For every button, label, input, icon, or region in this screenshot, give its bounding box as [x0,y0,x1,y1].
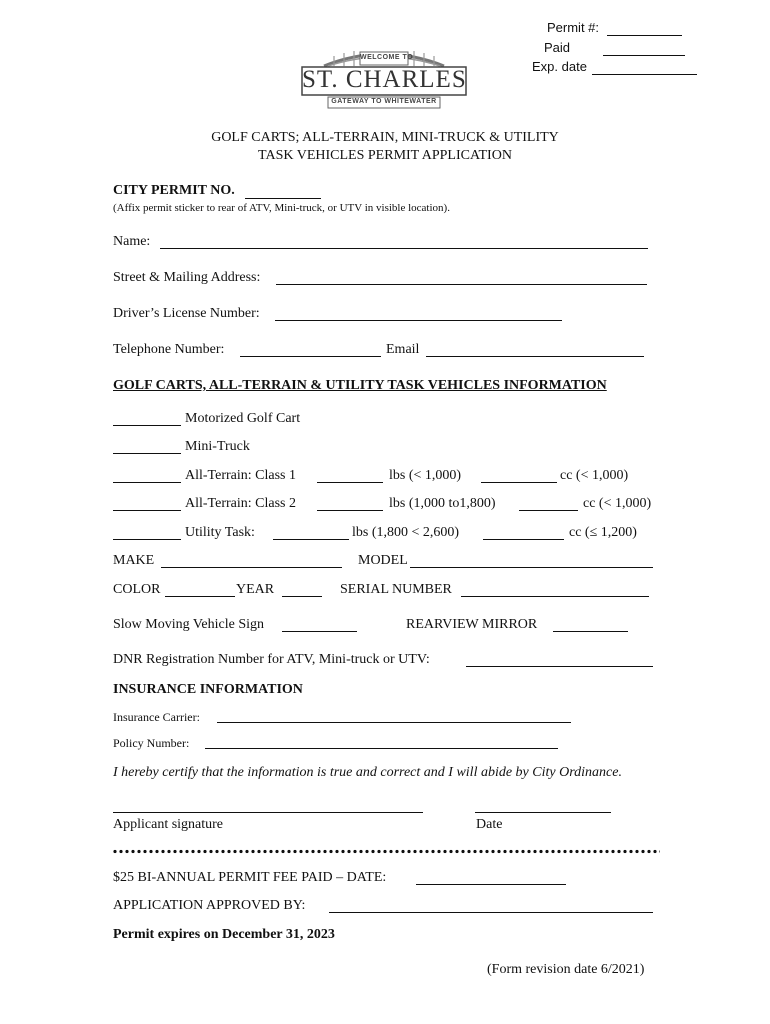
golf-cart-label: Motorized Golf Cart [185,411,301,426]
address-label: Street & Mailing Address: [113,270,261,285]
logo-name: ST. CHARLES [302,66,467,93]
carrier-label: Insurance Carrier: [113,710,200,724]
utv-label: Utility Task: [185,525,255,540]
atv-class1-cc-field[interactable] [481,482,557,483]
atv-class1-check[interactable] [113,482,181,483]
utv-check[interactable] [113,539,181,540]
signature-label: Applicant signature [113,817,224,832]
atv-class2-lbs-field[interactable] [317,510,383,511]
approved-field[interactable] [329,912,653,913]
atv-class1-lbs-field[interactable] [317,482,383,483]
mini-truck-label: Mini-Truck [185,439,250,454]
color-field[interactable] [165,596,235,597]
city-permit-label: CITY PERMIT NO. [113,183,235,198]
paid-label: Paid [544,40,571,55]
golf-cart-check[interactable] [113,425,181,426]
atv-class2-cc-label: cc (< 1,000) [583,496,652,511]
logo-welcome-text: WELCOME TO [360,54,414,61]
utv-lbs-field[interactable] [273,539,349,540]
email-field[interactable] [426,356,644,357]
year-label: YEAR [236,582,275,597]
dnr-label: DNR Registration Number for ATV, Mini-truck or UTV: [113,652,430,667]
model-label: MODEL [358,553,408,568]
form-title-line1: GOLF CARTS; ALL-TERRAIN, MINI-TRUCK & UTILITY [211,130,559,145]
signature-field[interactable] [113,812,423,813]
atv-class2-cc-field[interactable] [519,510,578,511]
policy-field[interactable] [205,748,558,749]
permit-number-field[interactable] [607,35,682,36]
mini-truck-check[interactable] [113,453,181,454]
sign-label: Slow Moving Vehicle Sign [113,617,265,632]
email-label: Email [386,342,420,357]
certify-statement: I hereby certify that the information is true and correct and I will abide by City Ordinance. [113,765,622,780]
sign-field[interactable] [282,631,357,632]
name-field[interactable] [160,248,648,249]
policy-label: Policy Number: [113,736,190,750]
fee-label: $25 BI-ANNUAL PERMIT FEE PAID – DATE: [113,870,387,885]
expires-note: Permit expires on December 31, 2023 [113,927,335,942]
atv-class2-lbs-label: lbs (1,000 to1,800) [389,496,496,511]
sticker-note: (Affix permit sticker to rear of ATV, Mini-truck, or UTV in visible location). [113,202,450,214]
mirror-field[interactable] [553,631,628,632]
exp-date-label: Exp. date [532,59,587,74]
paid-field[interactable] [603,55,685,56]
carrier-field[interactable] [217,722,571,723]
city-permit-field[interactable] [245,198,321,199]
mirror-label: REARVIEW MIRROR [406,617,538,632]
exp-date-field[interactable] [592,74,697,75]
phone-field[interactable] [240,356,381,357]
fee-date-field[interactable] [416,884,566,885]
approved-label: APPLICATION APPROVED BY: [113,898,306,913]
atv-class2-label: All-Terrain: Class 2 [185,496,296,511]
insurance-heading: INSURANCE INFORMATION [113,682,303,697]
color-label: COLOR [113,582,161,597]
date-field[interactable] [475,812,611,813]
serial-field[interactable] [461,596,649,597]
utv-lbs-label: lbs (1,800 < 2,600) [352,525,460,540]
utv-cc-field[interactable] [483,539,564,540]
dotted-separator [112,849,660,854]
name-label: Name: [113,234,151,249]
atv-class1-label: All-Terrain: Class 1 [185,468,296,483]
phone-label: Telephone Number: [113,342,225,357]
license-label: Driver’s License Number: [113,306,260,321]
st-charles-logo [298,44,470,110]
revision-note: (Form revision date 6/2021) [487,962,645,977]
dnr-field[interactable] [466,666,653,667]
address-field[interactable] [276,284,647,285]
logo-tagline: GATEWAY TO WHITEWATER [331,98,437,105]
atv-class1-cc-label: cc (< 1,000) [560,468,629,483]
make-label: MAKE [113,553,155,568]
date-label: Date [476,817,503,832]
utv-cc-label: cc (≤ 1,200) [569,525,637,540]
license-field[interactable] [275,320,562,321]
year-field[interactable] [282,596,322,597]
serial-label: SERIAL NUMBER [340,582,452,597]
form-title-line2: TASK VEHICLES PERMIT APPLICATION [258,148,512,163]
make-field[interactable] [161,567,342,568]
permit-number-label: Permit #: [547,20,600,35]
model-field[interactable] [410,567,653,568]
atv-class2-check[interactable] [113,510,181,511]
atv-class1-lbs-label: lbs (< 1,000) [389,468,462,483]
vehicle-section-heading: GOLF CARTS, ALL-TERRAIN & UTILITY TASK VEHICLES INFORMATION [113,378,607,393]
